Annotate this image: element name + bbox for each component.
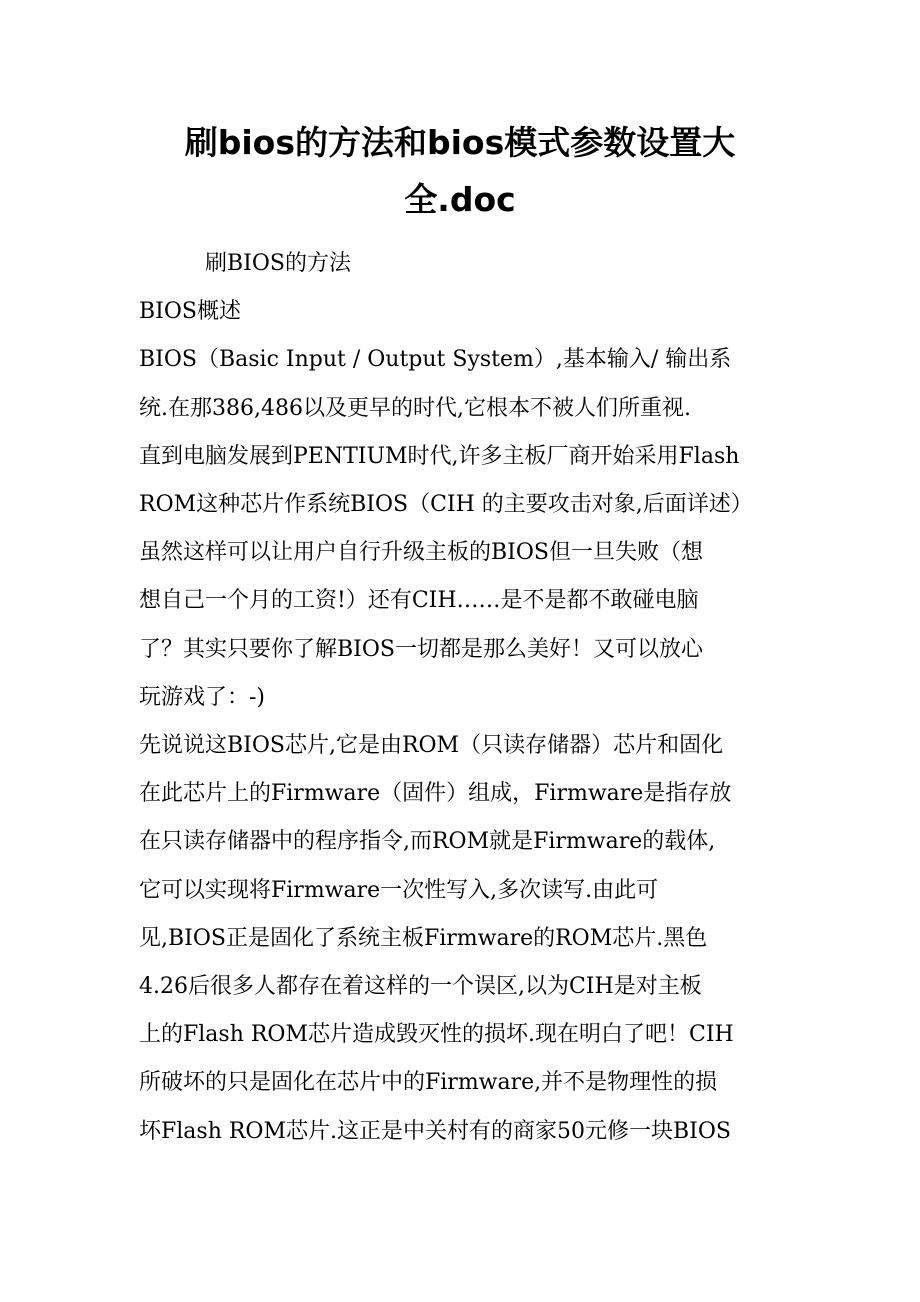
subsection-heading: BIOS概述 xyxy=(139,299,241,325)
document-title-line-2: 全.doc xyxy=(404,180,516,219)
body-line: 玩游戏了：-) xyxy=(139,684,266,710)
body-line: 所破坏的只是固化在芯片中的Firmware,并不是物理性的损 xyxy=(139,1070,718,1096)
body-line: 在只读存储器中的程序指令,而ROM就是Firmware的载体, xyxy=(139,829,716,855)
body-line: 坏Flash ROM芯片.这正是中关村有的商家50元修一块BIOS xyxy=(139,1118,731,1144)
document-title-line-1: 刷bios的方法和bios模式参数设置大 xyxy=(184,123,736,162)
section-heading: 刷BIOS的方法 xyxy=(205,251,351,276)
body-line: 上的Flash ROM芯片造成毁灭性的损坏.现在明白了吧！CIH xyxy=(139,1022,734,1048)
body-line: 统.在那386,486以及更早的时代,它根本不被人们所重视. xyxy=(139,395,691,421)
body-line: 4.26后很多人都存在着这样的一个误区,以为CIH是对主板 xyxy=(139,974,702,1000)
body-line: 直到电脑发展到PENTIUM时代,许多主板厂商开始采用Flash xyxy=(139,443,740,469)
body-line: 它可以实现将Firmware一次性写入,多次读写.由此可 xyxy=(139,877,659,903)
body-line: ROM这种芯片作系统BIOS（CIH 的主要攻击对象,后面详述） xyxy=(139,492,753,518)
body-line: 先说说这BIOS芯片,它是由ROM（只读存储器）芯片和固化 xyxy=(139,733,724,759)
document-body xyxy=(139,240,799,1156)
body-line: 见,BIOS正是固化了系统主板Firmware的ROM芯片.黑色 xyxy=(139,925,708,951)
body-line: 想自己一个月的工资!）还有CIH……是不是都不敢碰电脑 xyxy=(139,588,699,614)
body-line: 在此芯片上的Firmware（固件）组成，Firmware是指存放 xyxy=(139,781,732,807)
body-line: 虽然这样可以让用户自行升级主板的BIOS但一旦失败（想 xyxy=(139,540,703,566)
body-line: BIOS（Basic Input / Output System）,基本输入/ 输出系 xyxy=(139,347,732,373)
body-line: 了？其实只要你了解BIOS一切都是那么美好！又可以放心 xyxy=(139,636,703,662)
